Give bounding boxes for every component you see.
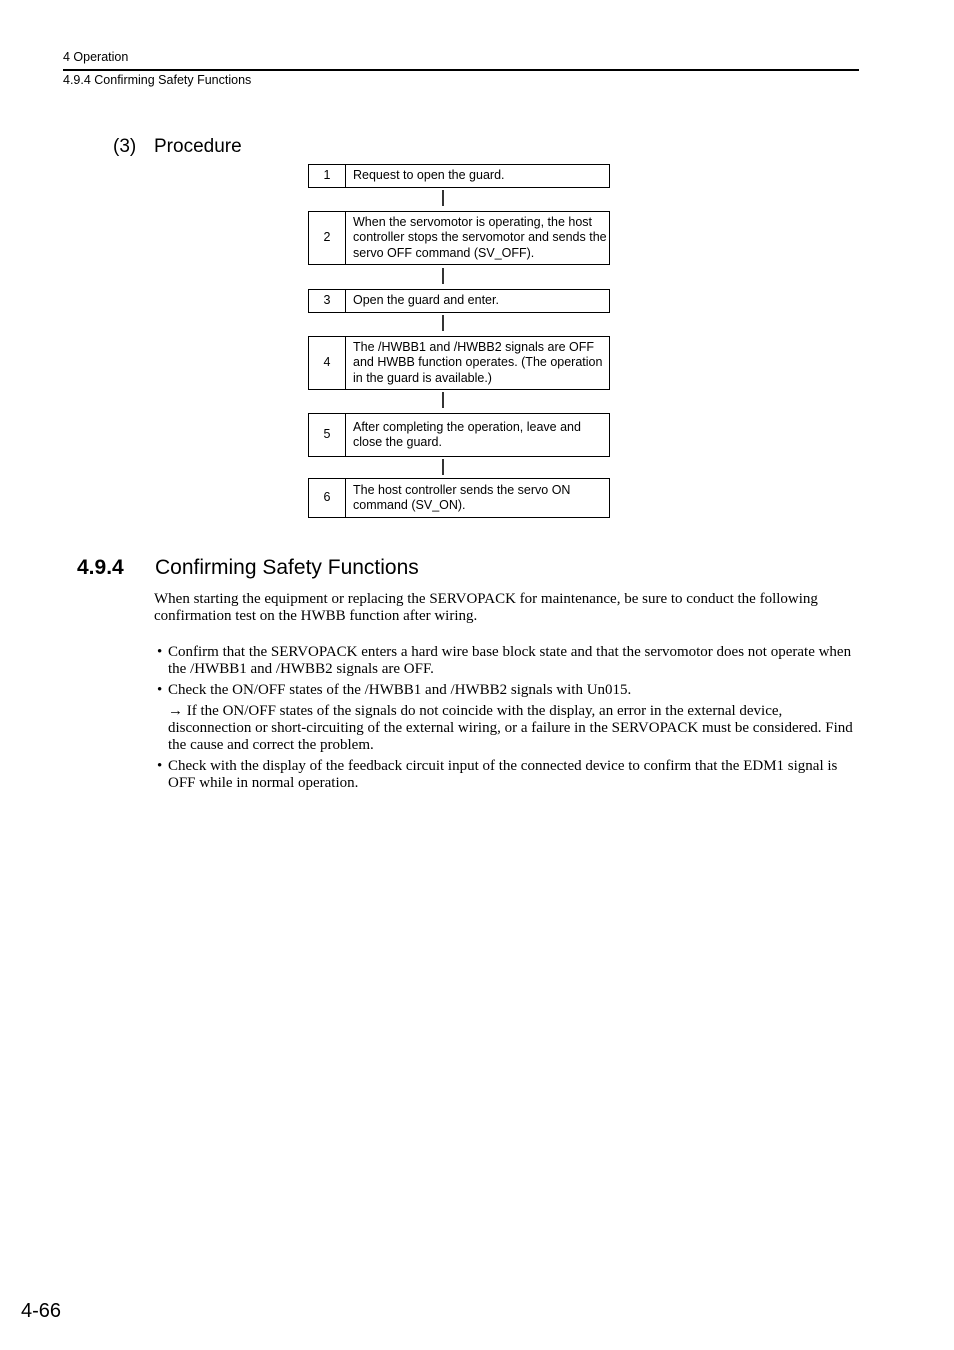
bullet-marker: • (157, 644, 163, 660)
running-header-chapter: 4 Operation (63, 50, 129, 64)
flow-step (308, 478, 610, 518)
flow-step (308, 289, 610, 313)
procedure-number: (3) (113, 136, 137, 157)
bullet-text: Check the ON/OFF states of the /HWBB1 and /HWBB2 signals with Un015. (168, 682, 632, 698)
flow-step-text: The host controller sends the servo ON command (SV_ON). (353, 482, 571, 512)
section-title: Confirming Safety Functions (155, 556, 419, 579)
flow-step-number: 4 (309, 337, 346, 389)
list-item (157, 682, 859, 754)
running-header-section: 4.9.4 Confirming Safety Functions (63, 73, 252, 87)
flow-step-text: The /HWBB1 and /HWBB2 signals are OFF and HWBB function operates. (The operation in the guard is available.) (353, 339, 603, 385)
procedure-heading (113, 136, 242, 158)
page-number: 4-66 (21, 1300, 62, 1322)
flow-step-text: Request to open the guard. (353, 168, 505, 183)
bullet-subtext: → If the ON/OFF states of the signals do not coincide with the display, an error in the external device, disconnection or short-circuiting of the external wiring, or a failure in the SERVOPACK must be considered. Find the cause and correct the problem. (168, 703, 853, 753)
header-rule (63, 69, 859, 71)
flow-step-number: 1 (309, 165, 346, 187)
section-intro: When starting the equipment or replacing the SERVOPACK for maintenance, be sure to conduct the following confirmation test on the HWBB function after wiring. (154, 591, 818, 624)
flow-step-number: 3 (309, 290, 346, 312)
flow-step-text: After completing the operation, leave and close the guard. (353, 419, 581, 449)
flow-step-number: 6 (309, 479, 346, 517)
flow-step (308, 164, 610, 188)
list-item (157, 758, 859, 792)
bullet-list (157, 644, 859, 796)
flow-arrow (442, 459, 444, 475)
flow-step-number: 2 (309, 212, 346, 264)
flow-step (308, 211, 610, 265)
bullet-text: Confirm that the SERVOPACK enters a hard wire base block state and that the servomotor does not operate when the /HWBB1 and /HWBB2 signals are OFF. (168, 644, 852, 677)
flow-arrow (442, 190, 444, 206)
flow-step-text: Open the guard and enter. (353, 293, 499, 308)
bullet-marker: • (157, 758, 163, 774)
list-item (157, 644, 859, 678)
flow-step-number: 5 (309, 414, 346, 456)
flow-arrow (442, 268, 444, 284)
flow-arrow (442, 392, 444, 408)
flow-step-text: When the servomotor is operating, the host controller stops the servomotor and sends the servo OFF command (SV_OFF). (353, 214, 607, 260)
flow-step (308, 413, 610, 457)
procedure-title: Procedure (154, 136, 242, 157)
bullet-text: Check with the display of the feedback circuit input of the connected device to confirm that the EDM1 signal is OFF while in normal operation. (168, 758, 838, 791)
bullet-marker: • (157, 682, 163, 698)
flow-step (308, 336, 610, 390)
flow-arrow (442, 315, 444, 331)
section-number: 4.9.4 (77, 556, 124, 579)
section-heading (77, 556, 419, 580)
